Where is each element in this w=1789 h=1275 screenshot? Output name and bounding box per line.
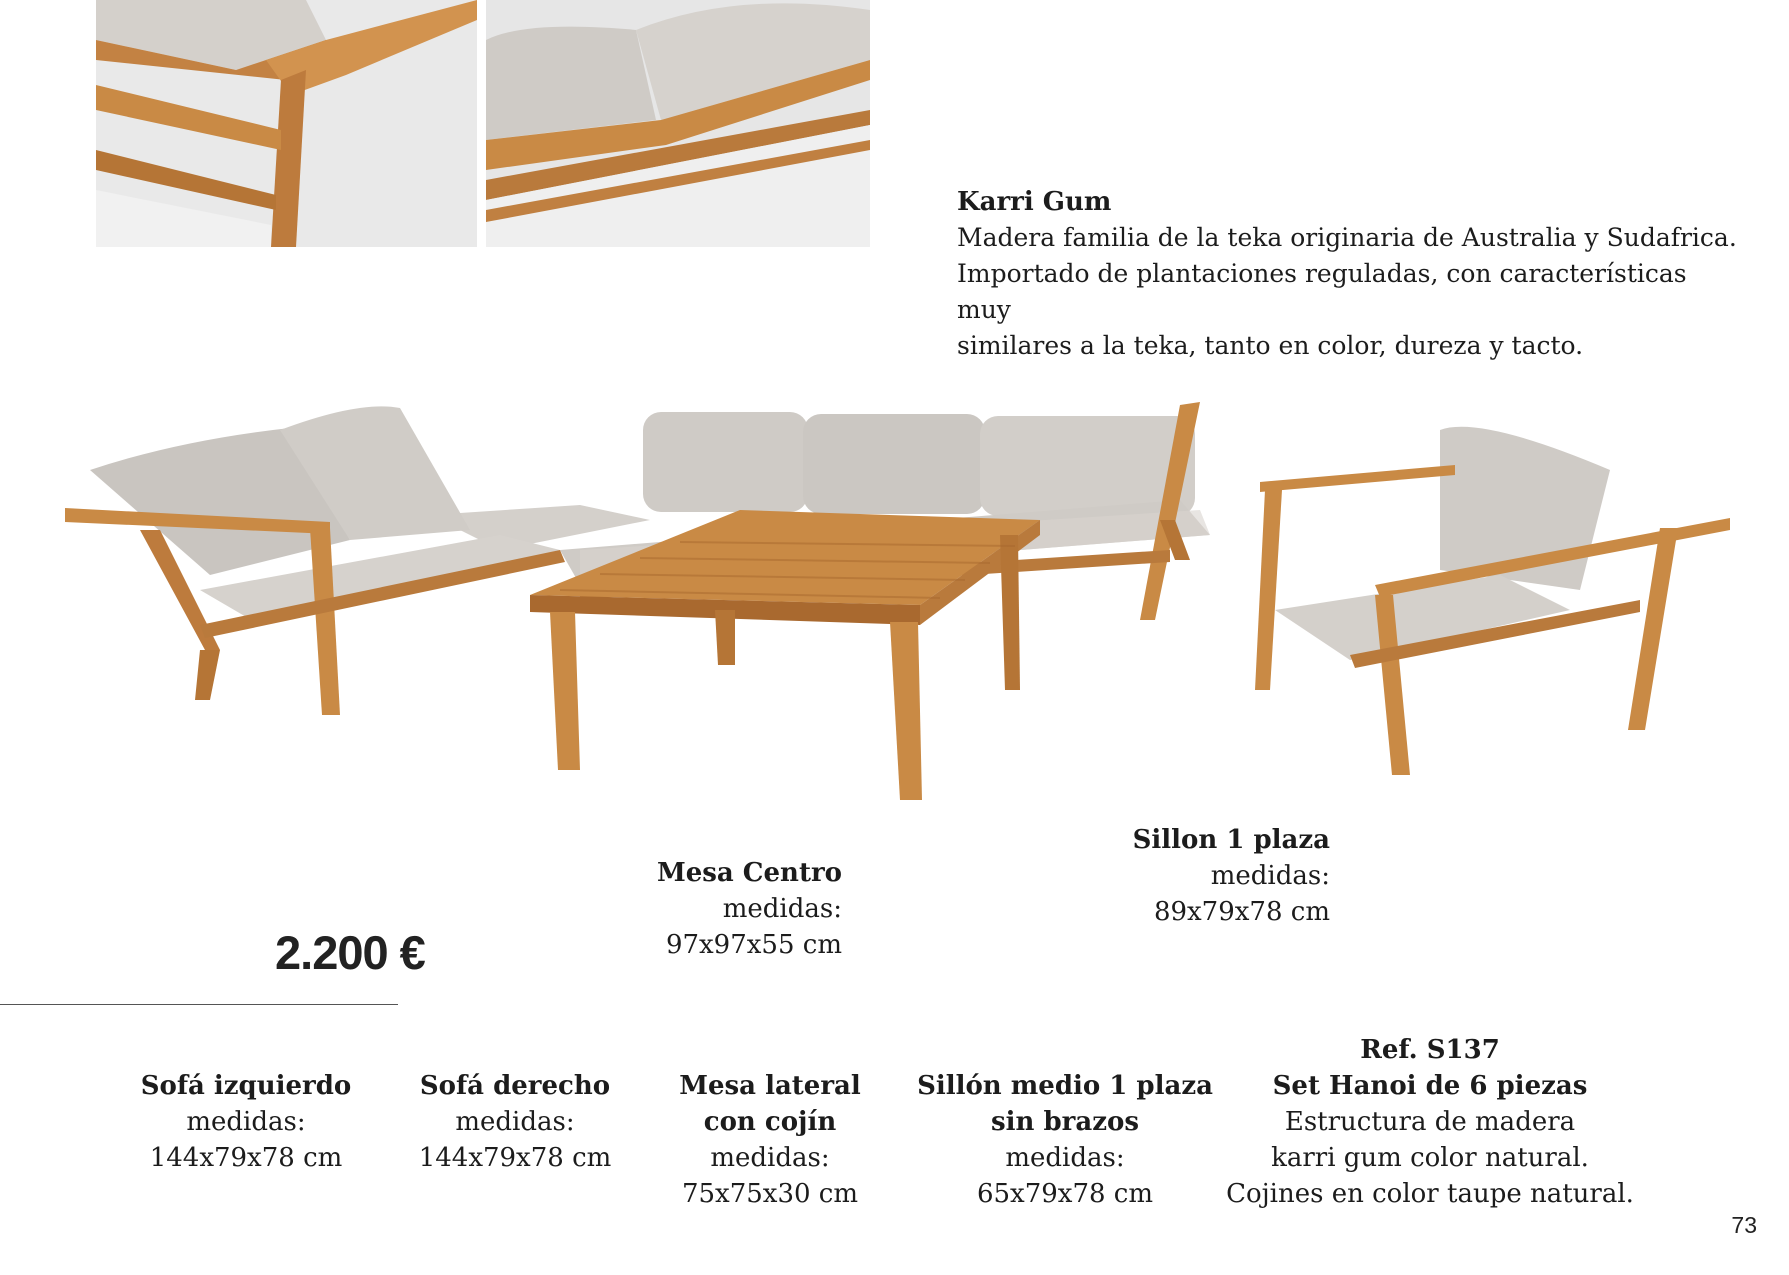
item-medidas: medidas: [710, 1143, 830, 1173]
item-name: Mesa lateral [679, 1071, 861, 1101]
detail-photo-armrest [96, 0, 477, 247]
mesa-centro-size: 97x97x55 cm [665, 930, 842, 960]
set-line: karri gum color natural. [1271, 1143, 1589, 1173]
set-line: Estructura de madera [1284, 1107, 1576, 1137]
item-size: 144x79x78 cm [418, 1143, 612, 1173]
item-size: 144x79x78 cm [149, 1143, 343, 1173]
detail-photo-cushions [486, 0, 870, 247]
item-medidas: medidas: [186, 1107, 306, 1137]
material-description [957, 184, 1737, 364]
set-info [1220, 1032, 1640, 1212]
item-name-line2: con cojín [703, 1107, 837, 1137]
main-product-photo [60, 400, 1730, 920]
description-line: similares a la teka, tanto en color, dureza y tacto. [957, 331, 1584, 360]
description-line: Importado de plantaciones reguladas, con características muy [957, 259, 1687, 324]
description-line: Madera familia de la teka originaria de Australia y Sudafrica. [957, 223, 1737, 252]
sillon-medidas: medidas: [1210, 861, 1330, 891]
item-sofa-derecho [395, 1068, 635, 1176]
divider [0, 1004, 398, 1005]
sillon-name: Sillon 1 plaza [1132, 825, 1330, 855]
item-sofa-izquierdo [126, 1068, 366, 1176]
mesa-centro-name: Mesa Centro [656, 858, 842, 888]
sillon-label [1000, 822, 1330, 930]
price: 2.200 € [275, 926, 425, 979]
mesa-centro-medidas: medidas: [722, 894, 842, 924]
set-ref: Ref. S137 [1360, 1035, 1500, 1065]
item-name: Sofá derecho [419, 1071, 611, 1101]
item-sillon-medio [905, 1068, 1225, 1212]
mesa-centro-label [560, 855, 842, 963]
item-name: Sillón medio 1 plaza [917, 1071, 1213, 1101]
item-name-line2: sin brazos [991, 1107, 1139, 1137]
item-name: Sofá izquierdo [140, 1071, 352, 1101]
sillon-size: 89x79x78 cm [1153, 897, 1330, 927]
item-medidas: medidas: [455, 1107, 575, 1137]
set-line: Cojines en color taupe natural. [1226, 1179, 1634, 1209]
item-medidas: medidas: [1005, 1143, 1125, 1173]
description-title: Karri Gum [957, 187, 1112, 217]
page-number: 73 [1731, 1212, 1757, 1238]
item-mesa-lateral [650, 1068, 890, 1212]
item-size: 65x79x78 cm [976, 1179, 1154, 1209]
item-size: 75x75x30 cm [681, 1179, 859, 1209]
set-name: Set Hanoi de 6 piezas [1272, 1071, 1588, 1101]
